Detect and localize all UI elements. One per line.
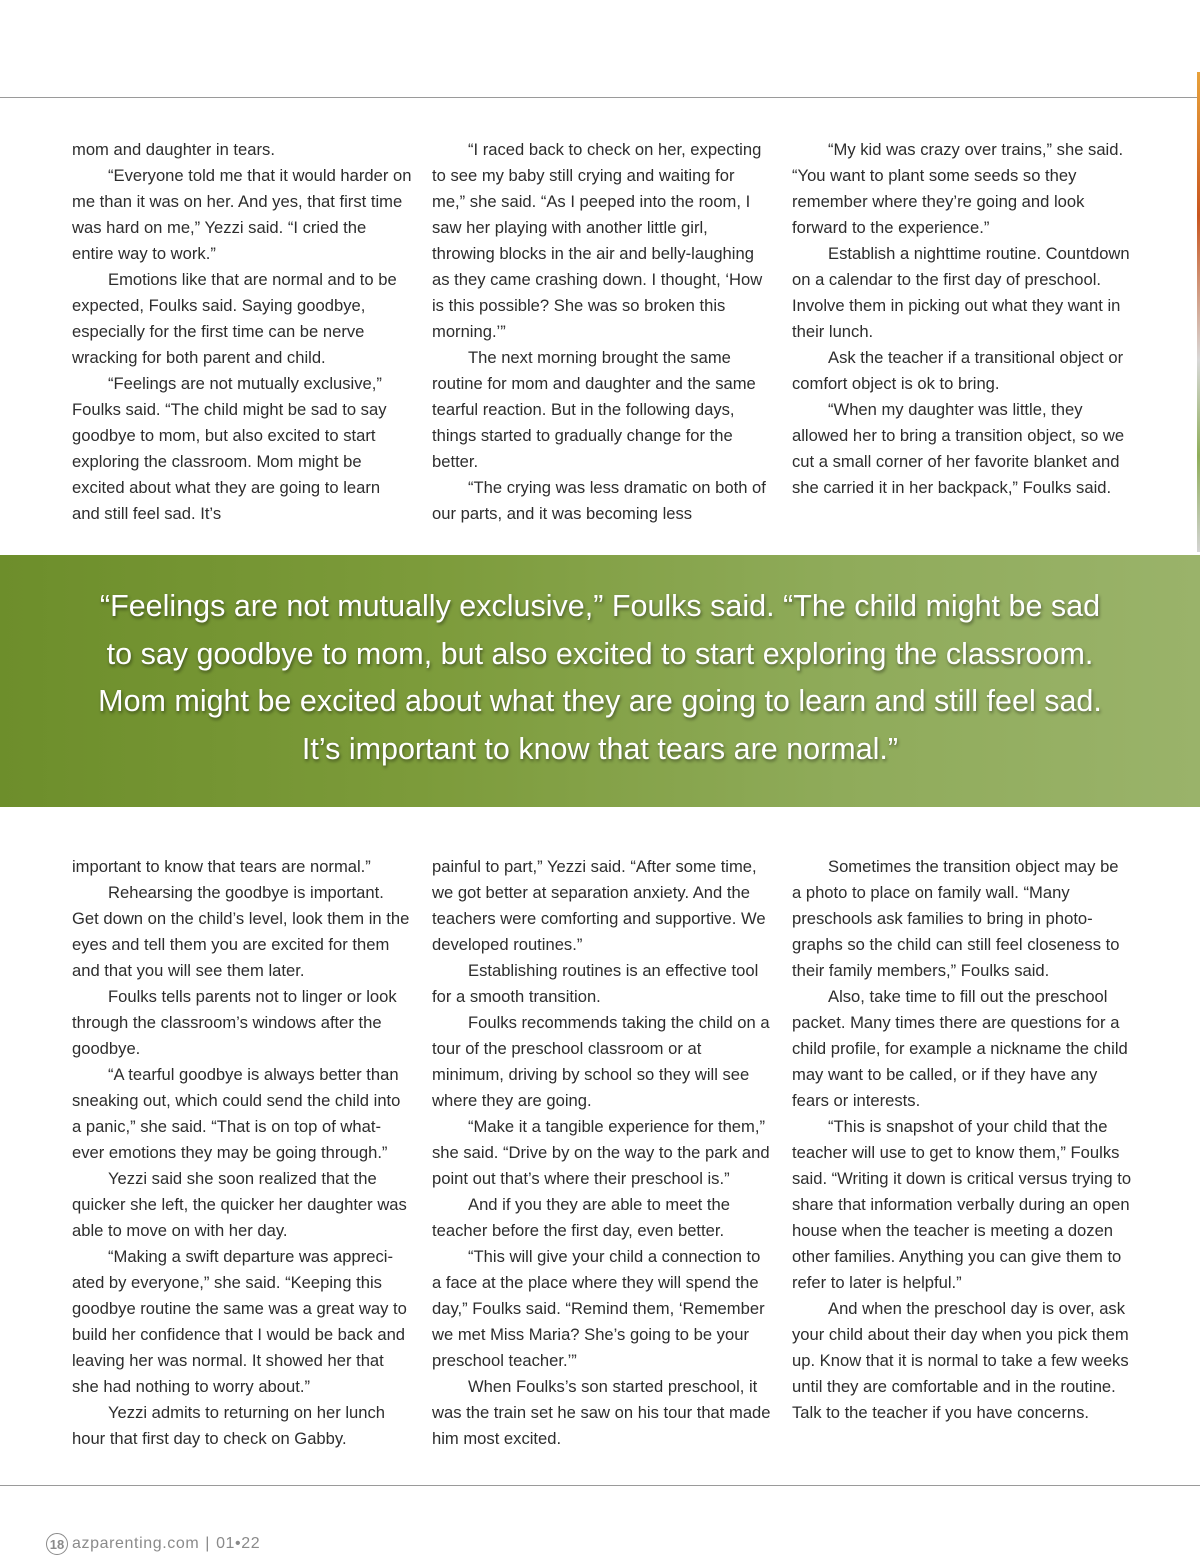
article-column-1-top xyxy=(72,137,412,527)
article-paragraph: “Make it a tangible experience for them,” she said. “Drive by on the way to the park and point out that’s where their preschool is.” xyxy=(432,1117,770,1188)
article-paragraph: Foulks tells parents not to linger or look through the classroom’s windows after the goodbye. xyxy=(72,987,397,1058)
article-paragraph: And when the preschool day is over, ask your child about their day when you pick them up. Know that it is normal to take a few weeks until they are comfortable and in the routine. Talk to the teacher if you have concerns. xyxy=(792,1299,1129,1422)
article-paragraph: Establish a nighttime routine. Countdown on a calendar to the first day of preschool. Involve them in picking out what they want in their lunch. xyxy=(792,244,1130,341)
article-paragraph: “When my daughter was little, they allowed her to bring a transition object, so we cut a small corner of her favorite blanket and she carried it in her backpack,” Foulks said. xyxy=(792,400,1125,497)
article-paragraph: “Making a swift departure was appreci-ated by everyone,” she said. “Keeping this goodbye routine the same was a great way to build her confidence that I would be back and leaving her was normal. It showed her that she had nothing to worry about.” xyxy=(72,1247,407,1396)
article-paragraph: The next morning brought the same routine for mom and daughter and the same tearful reaction. But in the following days, things started to gradually change for the better. xyxy=(432,348,756,471)
issue-date: 01•22 xyxy=(216,1535,261,1552)
article-column-3-bottom xyxy=(792,854,1132,1426)
article-paragraph: Foulks recommends taking the child on a tour of the preschool classroom or at minimum, driving by school so they will see where they are going. xyxy=(432,1013,770,1110)
top-rule xyxy=(0,97,1200,98)
article-paragraph: Yezzi admits to returning on her lunch hour that first day to check on Gabby. xyxy=(72,1403,386,1448)
article-paragraph: “This is snapshot of your child that the teacher will use to get to know them,” Foulks said. “Writing it down is critical versus trying to share that information verbally during an open house when the teacher is meeting a dozen other families. Anything you can give them to refer to later is helpful.” xyxy=(792,1117,1132,1292)
article-column-1-bottom xyxy=(72,854,412,1452)
article-column-3-top xyxy=(792,137,1132,501)
article-paragraph: important to know that tears are normal.” xyxy=(72,857,371,876)
article-paragraph: “The crying was less dramatic on both of our parts, and it was becoming less xyxy=(432,478,766,523)
article-paragraph: “Everyone told me that it would harder on me than it was on her. And yes, that first time was hard on me,” Yezzi said. “I cried the entire way to work.” xyxy=(72,166,412,263)
article-paragraph: “A tearful goodbye is always better than sneaking out, which could send the child into a panic,” she said. “That is on top of what-ever emotions they may be going through.” xyxy=(72,1065,401,1162)
article-paragraph: painful to part,” Yezzi said. “After some time, we got better at separation anxiety. And the teachers were comforting and supportive. We developed routines.” xyxy=(432,857,766,954)
article-paragraph: Sometimes the transition object may be a photo to place on family wall. “Many preschools ask families to bring in photo-graphs so the child can still feel closeness to their family members,” Foulks said. xyxy=(792,857,1120,980)
article-paragraph: “This will give your child a connection to a face at the place where they will spend the day,” Foulks said. “Remind them, ‘Remember we met Miss Maria? She’s going to be your preschool teacher.’” xyxy=(432,1247,765,1370)
article-paragraph: Emotions like that are normal and to be expected, Foulks said. Saying goodbye, especially for the first time can be nerve wracking for both parent and child. xyxy=(72,270,397,367)
article-column-2-top xyxy=(432,137,772,527)
article-paragraph: When Foulks’s son started preschool, it was the train set he saw on his tour that made him most excited. xyxy=(432,1377,771,1448)
page-footer xyxy=(46,1533,260,1555)
article-column-2-bottom xyxy=(432,854,772,1452)
article-paragraph: And if you they are able to meet the teacher before the first day, even better. xyxy=(432,1195,730,1240)
bottom-rule xyxy=(0,1485,1200,1486)
article-paragraph: “Feelings are not mutually exclusive,” Foulks said. “The child might be sad to say goodbye to mom, but also excited to start exploring the classroom. Mom might be excited about what they are going to learn and still feel sad. It’s xyxy=(72,374,387,523)
article-paragraph: “I raced back to check on her, expecting to see my baby still crying and waiting for me,” she said. “As I peeped into the room, I saw her playing with another little girl, throwing blocks in the air and belly-laughing as they came crashing down. I thought, ‘How is this possible? She was so broken this morning.’” xyxy=(432,140,763,341)
article-paragraph: “My kid was crazy over trains,” she said. “You want to plant some seeds so they remember where they’re going and look forward to the experience.” xyxy=(792,140,1124,237)
footer-separator: | xyxy=(205,1535,211,1552)
article-paragraph: Ask the teacher if a transitional object or comfort object is ok to bring. xyxy=(792,348,1124,393)
page-number: 18 xyxy=(46,1533,68,1555)
site-link[interactable]: azparenting.com xyxy=(72,1535,200,1552)
article-paragraph: Also, take time to fill out the preschool packet. Many times there are questions for a child profile, for example a nickname the child may want to be called, or if they have any fears or interests. xyxy=(792,987,1128,1110)
article-paragraph: Establishing routines is an effective tool for a smooth transition. xyxy=(432,961,759,1006)
pull-quote: “Feelings are not mutually exclusive,” Foulks said. “The child might be sad to say goodbye to mom, but also excited to start exploring the classroom. Mom might be excited about what they are going to learn and still feel sad. It’s important to know that tears are normal.” xyxy=(98,589,1102,766)
article-paragraph: Rehearsing the goodbye is important. Get down on the child’s level, look them in the eyes and tell them you are excited for them and that you will see them later. xyxy=(72,883,410,980)
article-paragraph: Yezzi said she soon realized that the quicker she left, the quicker her daughter was able to move on with her day. xyxy=(72,1169,407,1240)
article-paragraph: mom and daughter in tears. xyxy=(72,140,275,159)
